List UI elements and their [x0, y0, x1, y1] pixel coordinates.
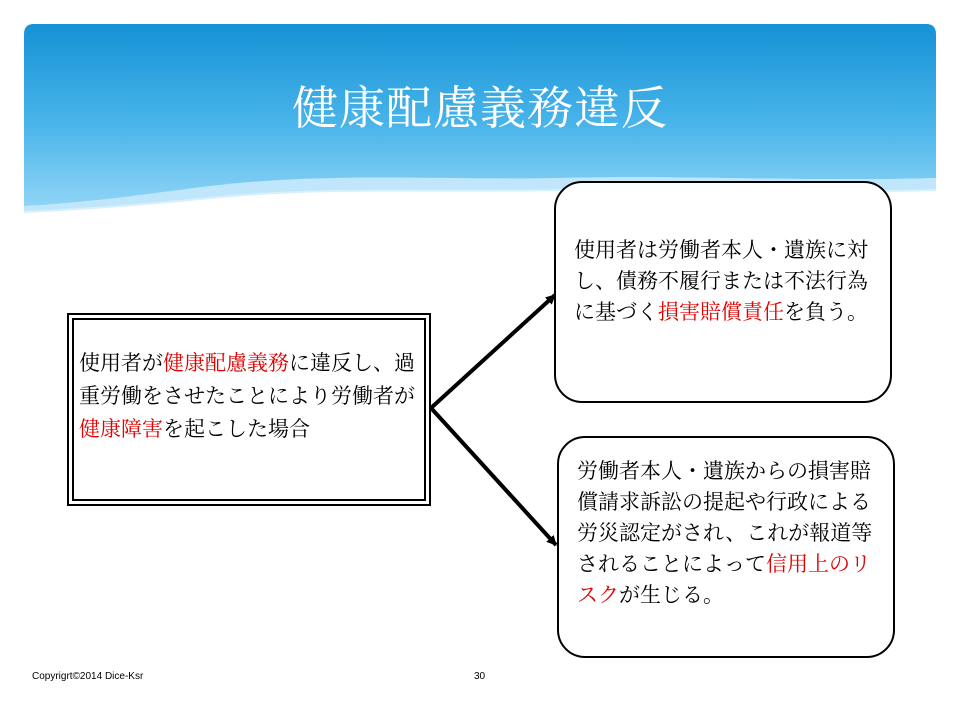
cause-text: [79, 347, 419, 446]
risk-text-2: が生じる。: [619, 583, 724, 607]
liability-box: [554, 181, 892, 403]
liability-text-1: 使用者は労働者本人・遺族に対し、債務不履行または不法行為に基づく: [574, 238, 868, 324]
arrow-to-bottom-box: [431, 408, 556, 545]
page-number: 30: [474, 671, 486, 682]
cause-text-1: 使用者が: [79, 351, 163, 375]
arrow-to-top-box: [431, 295, 555, 408]
liability-text: [574, 235, 879, 328]
risk-text-1: 労働者本人・遺族からの損害賠償請求訴訟の提起や行政による労災認定がされ、これが報道等されることによって: [577, 459, 873, 576]
cause-text-2: に違反し、過重労働をさせたことにより労働者が: [79, 351, 415, 408]
cause-box: [67, 313, 431, 506]
risk-box: [557, 436, 895, 658]
cause-highlight-duty: 健康配慮義務: [163, 351, 289, 375]
slide-title: 健康配慮義務違反: [292, 81, 668, 135]
liability-text-2: を負う。: [784, 300, 868, 324]
cause-highlight-health: 健康障害: [79, 417, 163, 441]
liability-highlight: 損害賠償責任: [658, 300, 784, 324]
cause-text-3: を起こした場合: [163, 417, 310, 441]
risk-highlight: 信用上のリスク: [577, 552, 871, 607]
footer-copyright: Copyrigrt©2014 Dice-Ksr: [32, 671, 144, 682]
risk-text: [577, 456, 882, 611]
